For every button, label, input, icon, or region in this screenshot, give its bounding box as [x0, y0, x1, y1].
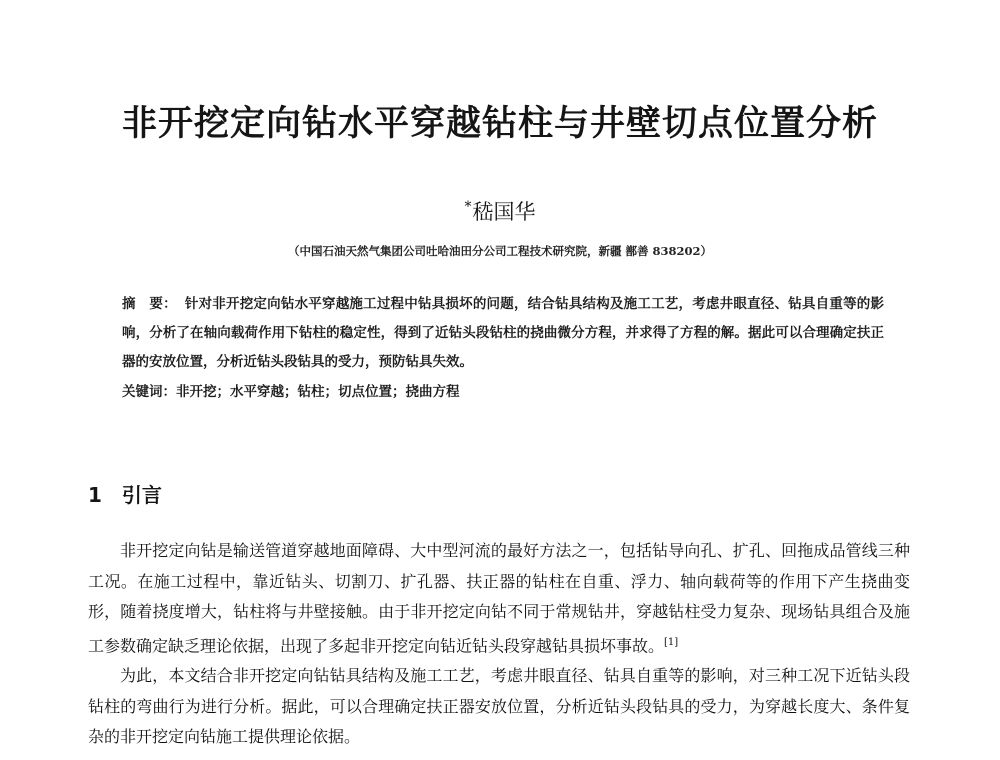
section-body [88, 536, 910, 753]
abstract-text: 针对非开挖定向钻水平穿越施工过程中钻具损坏的问题，结合钻具结构及施工工艺，考虑井眼直径、钻具自重等的影响，分析了在轴向载荷作用下钻柱的稳定性，得到了近钻头段钻柱的挠曲微分方程，并求得了方程的解。据此可以合理确定扶正器的安放位置，分析近钻头段钻具的受力，预防钻具失效。 [122, 296, 885, 370]
abstract-paragraph [122, 290, 884, 377]
keywords [122, 380, 884, 404]
author-name: 嵇国华 [472, 200, 536, 224]
keywords-text: 非开挖；水平穿越；钻柱；切点位置；挠曲方程 [176, 384, 460, 400]
author-affiliation: （中国石油天然气集团公司吐哈油田分公司工程技术研究院，新疆 鄯善 838202） [287, 244, 712, 258]
section-title: 引言 [121, 483, 162, 507]
paper-title: 非开挖定向钻水平穿越钻柱与井壁切点位置分析 [121, 104, 878, 144]
body-paragraph [88, 536, 910, 661]
abstract [122, 290, 884, 377]
section-number: 1 [88, 483, 102, 507]
paragraph-text: 非开挖定向钻是输送管道穿越地面障碍、大中型河流的最好方法之一，包括钻导向孔、扩孔、回拖成品管线三种工况。在施工过程中，靠近钻头、切割刀、扩孔器、扶正器的钻柱在自重、浮力、轴向载荷等的作用下产生挠曲变形，随着挠度增大，钻柱将与井壁接触。由于非开挖定向钻不同于常规钻井，穿越钻柱受力复杂、现场钻具组合及施工参数确定缺乏理论依据，出现了多起非开挖定向钻近钻头段穿越钻具损坏事故。 [88, 541, 910, 655]
author-footnote-mark: * [464, 199, 472, 215]
citation-ref: [1] [664, 636, 679, 648]
keywords-label: 关键词： [122, 384, 176, 400]
abstract-label: 摘 要： [122, 296, 177, 312]
body-paragraph: 为此，本文结合非开挖定向钻钻具结构及施工工艺，考虑井眼直径、钻具自重等的影响，对三种工况下近钻头段钻柱的弯曲行为进行分析。据此，可以合理确定扶正器安放位置，分析近钻头段钻具的受力，为穿越长度大、条件复杂的非开挖定向钻施工提供理论依据。 [88, 666, 910, 747]
author-line [0, 196, 1000, 226]
section-heading [88, 479, 162, 508]
